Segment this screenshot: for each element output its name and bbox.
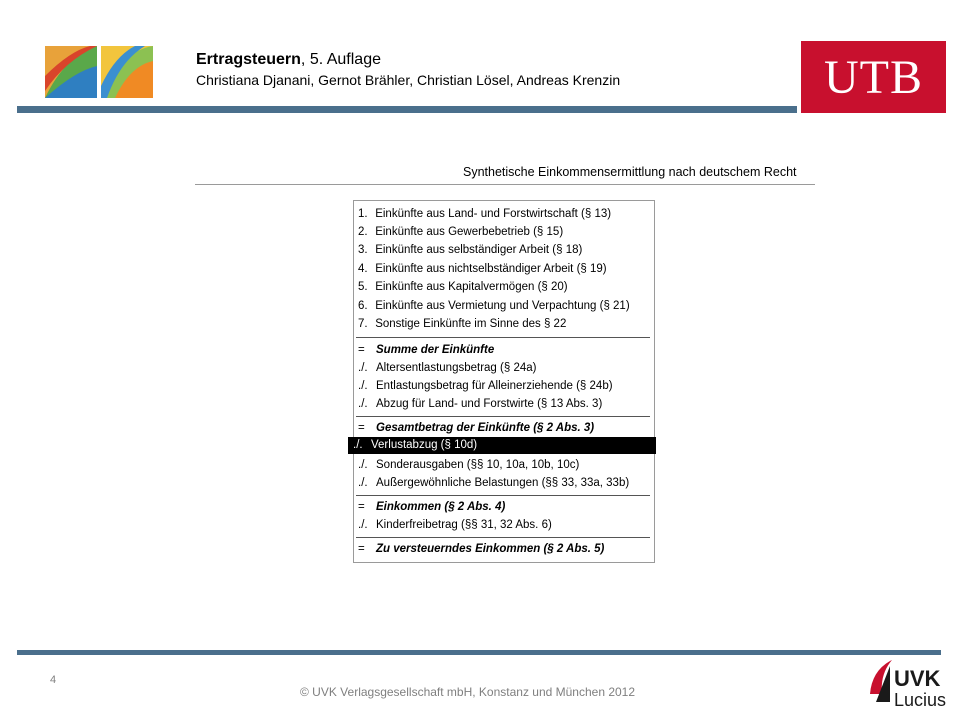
scheme-row: 7. Sonstige Einkünfte im Sinne des § 22 xyxy=(358,318,567,330)
scheme-subtotal-row: = Gesamtbetrag der Einkünfte (§ 2 Abs. 3) xyxy=(358,422,595,434)
scheme-separator xyxy=(356,416,650,417)
authors: Christiana Djanani, Gernot Brähler, Christian Lösel, Andreas Krenzin xyxy=(196,72,621,88)
lucius-logo-text: Lucius xyxy=(894,690,946,710)
scheme-row: ./. Altersentlastungsbetrag (§ 24a) xyxy=(358,362,537,374)
scheme-separator xyxy=(356,495,650,496)
scheme-separator xyxy=(356,537,650,538)
income-calculation-scheme xyxy=(353,200,655,563)
scheme-row: 6. Einkünfte aus Vermietung und Verpachtung (§ 21) xyxy=(358,300,630,312)
utb-logo: UTB xyxy=(824,50,923,104)
heading-divider xyxy=(195,184,815,185)
uvk-lucius-logo xyxy=(866,656,946,712)
uvk-logo-text: UVK xyxy=(894,666,941,691)
scheme-row: 1. Einkünfte aus Land- und Forstwirtschaft (§ 13) xyxy=(358,208,612,220)
scheme-row: ./. Sonderausgaben (§§ 10, 10a, 10b, 10c) xyxy=(358,459,580,471)
scheme-row: ./. Entlastungsbetrag für Alleinerziehende (§ 24b) xyxy=(358,380,613,392)
copyright-notice: © UVK Verlagsgesellschaft mbH, Konstanz und München 2012 xyxy=(300,685,636,699)
scheme-row: 4. Einkünfte aus nichtselbständiger Arbeit (§ 19) xyxy=(358,263,607,275)
footer-bar xyxy=(17,650,941,655)
scheme-row: ./. Kinderfreibetrag (§§ 31, 32 Abs. 6) xyxy=(358,519,552,531)
scheme-row: 2. Einkünfte aus Gewerbebetrieb (§ 15) xyxy=(358,226,564,238)
scheme-row: ./. Außergewöhnliche Belastungen (§§ 33, 33a, 33b) xyxy=(358,477,630,489)
slide-heading: Synthetische Einkommensermittlung nach deutschem Recht xyxy=(463,165,797,179)
scheme-subtotal-row: = Einkommen (§ 2 Abs. 4) xyxy=(358,501,506,513)
highlighted-row-loss-deduction: ./. Verlustabzug (§ 10d) xyxy=(353,439,478,451)
page-number: 4 xyxy=(50,674,57,686)
header-bar xyxy=(17,106,797,113)
scheme-row: 3. Einkünfte aus selbständiger Arbeit (§ 18) xyxy=(358,244,583,256)
scheme-subtotal-row: = Summe der Einkünfte xyxy=(358,344,495,356)
book-title: Ertragsteuern, 5. Auflage xyxy=(196,51,381,68)
scheme-separator xyxy=(356,337,650,338)
book-cover-artwork xyxy=(45,46,153,98)
scheme-row: 5. Einkünfte aus Kapitalvermögen (§ 20) xyxy=(358,281,568,293)
scheme-result-row: = Zu versteuerndes Einkommen (§ 2 Abs. 5) xyxy=(358,543,605,555)
scheme-row: ./. Abzug für Land- und Forstwirte (§ 13 Abs. 3) xyxy=(358,398,603,410)
